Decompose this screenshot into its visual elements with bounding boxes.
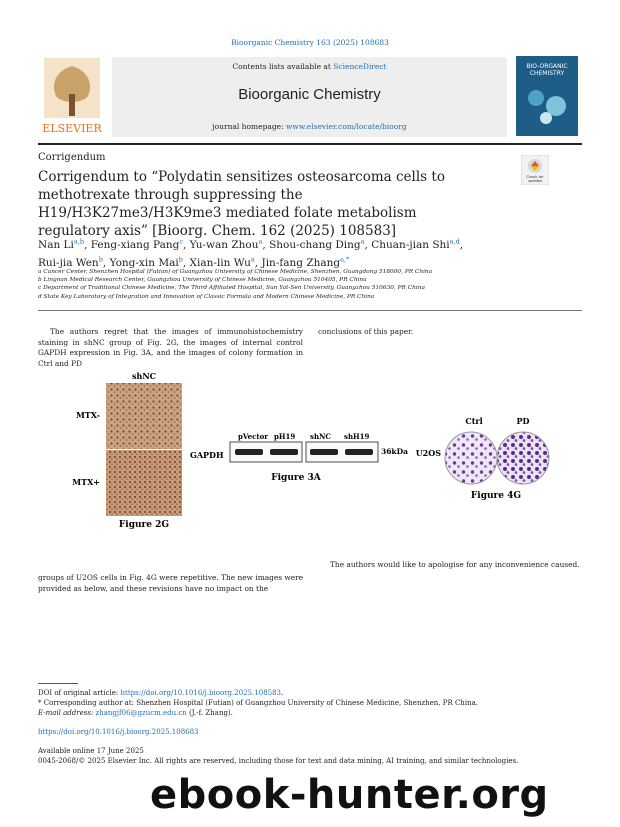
corresponding-author: * Corresponding author at: Shenzhen Hospital (Futian) of Guangzhou University of Chinese Medicine, Shenzhen, PR China. — [38, 699, 478, 707]
author-name: Rui-jia Wen — [38, 257, 99, 269]
elsevier-tree-trunk — [69, 94, 75, 116]
author[interactable] — [38, 239, 91, 251]
author-affiliation-ref[interactable]: a — [250, 255, 255, 264]
fig4g-group-2: PD — [516, 416, 530, 426]
affiliation-a: a Cancer Center, Shenzhen Hospital (Futian) of Guangzhou University of Chinese Medicine, Shenzhen, Guangdong 518000, PR China — [38, 269, 433, 275]
author-sep: , — [459, 238, 464, 251]
fig2g-column-label: shNC — [132, 371, 156, 381]
available-online: Available online 17 June 2025 — [38, 747, 144, 755]
fig3a-band-1 — [235, 449, 263, 455]
author-affiliation-ref[interactable]: b — [178, 255, 183, 264]
cover-art-1 — [528, 90, 544, 106]
article-doi-link[interactable]: https://doi.org/10.1016/j.bioorg.2025.108683 — [38, 728, 199, 736]
contents-line — [112, 62, 507, 71]
author-sep: , — [84, 238, 91, 251]
fig3a-lane-4: shH19 — [344, 432, 370, 441]
body-paragraph-1-continued: conclusions of this paper. — [318, 327, 414, 336]
author[interactable] — [371, 239, 463, 251]
contents-prefix: Contents lists available at — [232, 62, 334, 71]
homepage-line — [112, 122, 507, 131]
watermark: ebook-hunter.org — [150, 772, 549, 818]
copyright: 0045-2068/© 2025 Elsevier Inc. All rights are reserved, including those for text and data mining, AI training, and similar technologies. — [38, 756, 519, 765]
fig3a-band-3 — [310, 449, 338, 455]
fig4g-caption: Figure 4G — [470, 491, 522, 501]
fig2g-row-label-2: MTX+ — [72, 477, 100, 487]
fig2g-row-label-1: MTX- — [75, 410, 100, 420]
author[interactable] — [91, 239, 190, 251]
author-affiliation-ref[interactable]: a,b — [73, 237, 84, 245]
author-name: Feng-xiang Pang — [90, 238, 180, 251]
affiliation-b: b Lingnan Medical Research Center, Guangzhou University of Chinese Medicine, Guangzhou 510405, PR China — [38, 277, 367, 284]
article-type: Corrigendum — [38, 152, 106, 163]
author-name: Nan Li — [38, 238, 74, 251]
original-doi-prefix: DOI of original article: — [38, 689, 121, 697]
author-sep: , — [182, 257, 190, 269]
fig3a-band-4 — [345, 449, 373, 455]
author-sep: , — [102, 257, 110, 269]
article-title: Corrigendum to “Polydatin sensitizes osteosarcoma cells to methotrexate through suppressing the H19/H3K27me3/H3K9me3 mediated folate metabolism regulatory axis” [Bioorg. Chem. 162 (2025) 108583] — [38, 169, 445, 239]
affiliation-c: c Department of Traditional Chinese Medicine, The Third Affiliated Hospital, Sun Yat-Sen University, Guangzhou 510630, PR China — [38, 285, 425, 292]
body-paragraph-2: The authors would like to apologise for any inconvenience caused. — [330, 560, 580, 569]
correction-figure — [38, 370, 583, 530]
fig4g-row-label: U2OS — [415, 448, 441, 458]
original-doi-line: DOI of original article: https://doi.org/10.1016/j.bioorg.2025.108583. — [38, 689, 284, 697]
publication-info — [38, 747, 598, 766]
fig3a-size-label: 36kDa — [381, 447, 408, 456]
author-sep: , — [364, 238, 372, 251]
footnotes — [38, 688, 583, 718]
sciencedirect-link[interactable]: ScienceDirect — [333, 62, 387, 71]
homepage-link[interactable]: www.elsevier.com/locate/bioorg — [286, 122, 407, 131]
affiliation-d: d State Key Laboratory of Integration and Innovation of Classic Formula and Modern Chinese Medicine, PR China — [38, 293, 375, 300]
affiliation-rule — [38, 310, 582, 311]
author-name: Jin-fang Zhang — [261, 257, 341, 269]
email-line — [38, 708, 583, 718]
fig3a-row-label: GAPDH — [190, 450, 224, 460]
body-paragraph-1: The authors regret that the images of immunohistochemistry staining in shNC group of Fig. 2G, the images of internal control GAPDH expression in Fig. 3A, and the images of colony formation in Ctrl and PD — [38, 327, 303, 368]
fig4g-dish-ctrl — [445, 432, 497, 484]
crossmark-label-1: Check for — [526, 175, 544, 179]
affiliations — [38, 268, 578, 301]
body-paragraph-1-continued-2: groups of U2OS cells in Fig. 4G were repetitive. The new images were provided as below, and these revisions have no impact on the — [38, 573, 303, 593]
author-affiliation-ref[interactable]: a — [360, 237, 365, 245]
email-link[interactable]: zhangjf06@gzucm.edu.cn — [95, 709, 187, 717]
journal-reference[interactable]: Bioorganic Chemistry 163 (2025) 108683 — [231, 38, 389, 47]
author-name: Shou-chang Ding — [269, 238, 361, 251]
author-sep: , — [262, 238, 270, 251]
cover-art-3 — [540, 112, 552, 124]
author-affiliation-ref[interactable]: b — [98, 255, 103, 264]
crossmark-label-2: updates — [527, 179, 543, 183]
author-affiliation-ref[interactable]: c — [179, 237, 183, 245]
fig2g-panel-mtx-minus — [106, 383, 182, 449]
author-sep: , — [254, 257, 262, 269]
fig3a-caption: Figure 3A — [271, 473, 321, 483]
original-doi-link[interactable]: https://doi.org/10.1016/j.bioorg.2025.108583 — [120, 689, 282, 697]
journal-cover[interactable] — [516, 56, 578, 136]
author-affiliation-ref[interactable]: a,d — [449, 237, 460, 245]
fig3a-lane-1: pVector — [238, 432, 268, 441]
fig4g-group-1: Ctrl — [465, 416, 483, 426]
author-name: Yu-wan Zhou — [189, 238, 259, 251]
fig2g-panel-mtx-plus — [106, 450, 182, 516]
fig2g-caption: Figure 2G — [118, 520, 170, 530]
fig3a-lane-3: shNC — [310, 432, 331, 441]
check-for-updates-icon[interactable] — [521, 155, 549, 185]
author[interactable] — [190, 239, 269, 251]
fig3a-band-2 — [270, 449, 298, 455]
elsevier-wordmark: ELSEVIER — [42, 122, 102, 135]
author-name: Chuan-jian Shi — [371, 238, 450, 251]
email-suffix: (J.-f. Zhang). — [186, 709, 233, 717]
email-prefix: E-mail address: — [38, 709, 96, 717]
author-affiliation-ref[interactable]: a — [258, 237, 263, 245]
cover-title-2: CHEMISTRY — [529, 70, 565, 77]
author[interactable] — [269, 239, 371, 251]
author-name: Yong-xin Mai — [109, 257, 179, 269]
author-sep: , — [182, 238, 190, 251]
author-list — [38, 234, 578, 271]
footnote-rule — [38, 683, 78, 684]
author-name: Xian-lin Wu — [189, 257, 251, 269]
author-affiliation-ref[interactable]: a,* — [340, 255, 350, 264]
header-rule — [38, 143, 582, 145]
homepage-prefix: journal homepage: — [212, 122, 287, 131]
fig4g-dish-pd — [497, 432, 549, 484]
fig3a-lane-2: pH19 — [274, 432, 296, 441]
journal-name: Bioorganic Chemistry — [238, 86, 381, 103]
elsevier-logo — [40, 56, 104, 140]
cover-title-1: BIO-ORGANIC — [526, 63, 568, 70]
